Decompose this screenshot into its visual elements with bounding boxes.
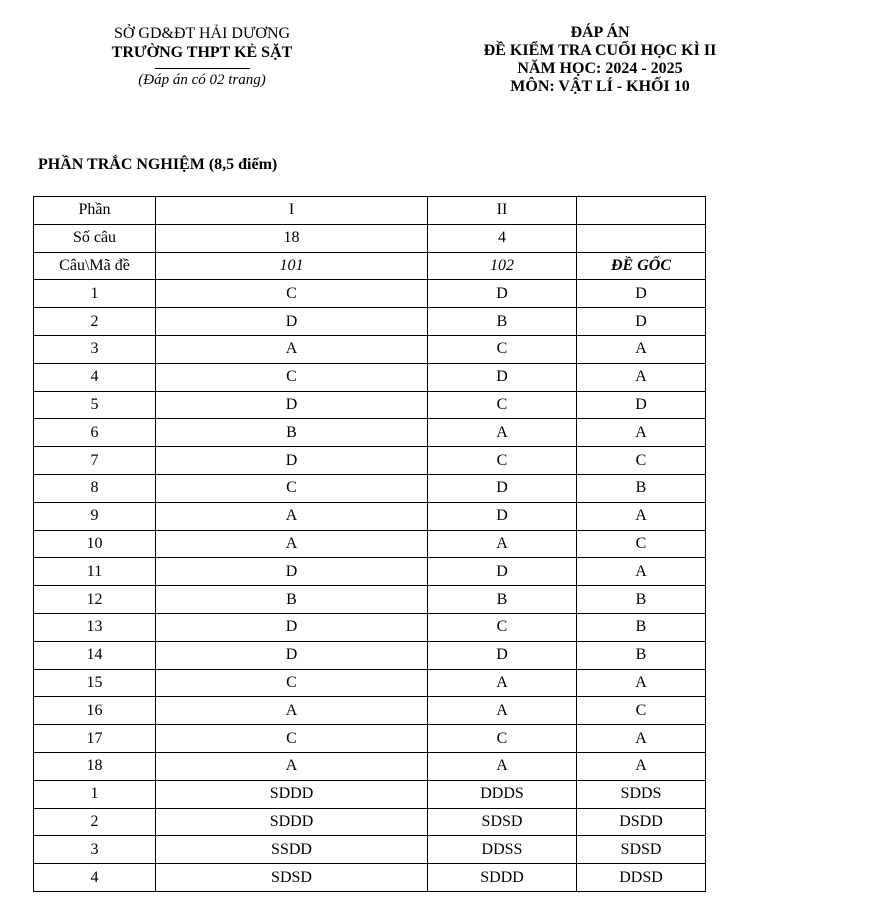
answer-original-cell: A — [577, 363, 706, 391]
answer-102-cell: A — [428, 697, 577, 725]
answer-102-cell: A — [428, 752, 577, 780]
answer-102-cell: SDSD — [428, 808, 577, 836]
table-row — [34, 558, 706, 586]
answer-original-cell: SDSD — [577, 836, 706, 864]
answer-102-cell: B — [428, 586, 577, 614]
answer-102-cell: D — [428, 474, 577, 502]
answer-101-cell: C — [156, 725, 428, 753]
table-row — [34, 641, 706, 669]
part-row — [34, 197, 706, 225]
code-original-cell: ĐỀ GỐC — [577, 252, 706, 280]
part-empty-cell — [577, 197, 706, 225]
answer-102-cell: D — [428, 280, 577, 308]
part-i-cell: I — [156, 197, 428, 225]
count-part-ii-cell: 4 — [428, 224, 577, 252]
answer-102-cell: C — [428, 613, 577, 641]
answer-table — [33, 196, 706, 892]
answer-101-cell: A — [156, 530, 428, 558]
answer-101-cell: B — [156, 419, 428, 447]
answer-original-cell: A — [577, 335, 706, 363]
answer-original-cell: A — [577, 725, 706, 753]
question-number-cell: 11 — [34, 558, 156, 586]
answer-102-cell: SDDD — [428, 864, 577, 892]
school-year: NĂM HỌC: 2024 - 2025 — [517, 60, 683, 77]
school-name: TRƯỜNG THPT KẺ SẶT — [111, 44, 293, 61]
question-number-cell: 5 — [34, 391, 156, 419]
answer-original-cell: B — [577, 641, 706, 669]
question-number-cell: 13 — [34, 613, 156, 641]
answer-original-cell: C — [577, 447, 706, 475]
answer-original-cell: A — [577, 419, 706, 447]
answer-101-cell: D — [156, 558, 428, 586]
answer-101-cell: SDDD — [156, 808, 428, 836]
answer-original-cell: A — [577, 558, 706, 586]
answer-101-cell: A — [156, 502, 428, 530]
answer-original-cell: D — [577, 308, 706, 336]
answer-102-cell: A — [428, 530, 577, 558]
subject-grade: MÔN: VẬT LÍ - KHỐI 10 — [510, 78, 690, 95]
answer-101-cell: A — [156, 335, 428, 363]
answer-102-cell: D — [428, 558, 577, 586]
answer-original-cell: A — [577, 502, 706, 530]
document-title: ĐÁP ÁN — [570, 24, 630, 41]
answer-101-cell: D — [156, 308, 428, 336]
answer-original-cell: C — [577, 697, 706, 725]
answer-101-cell: SSDD — [156, 836, 428, 864]
table-row — [34, 752, 706, 780]
question-number-cell: 18 — [34, 752, 156, 780]
answer-original-cell: SDDS — [577, 780, 706, 808]
question-number-cell: 12 — [34, 586, 156, 614]
answer-102-cell: A — [428, 669, 577, 697]
answer-original-cell: D — [577, 391, 706, 419]
answer-102-cell: A — [428, 419, 577, 447]
question-number-cell: 1 — [34, 780, 156, 808]
question-number-cell: 2 — [34, 308, 156, 336]
answer-original-cell: B — [577, 474, 706, 502]
answer-101-cell: SDSD — [156, 864, 428, 892]
answer-101-cell: C — [156, 363, 428, 391]
exam-name: ĐỀ KIỂM TRA CUỐI HỌC KÌ II — [483, 42, 717, 59]
question-number-cell: 4 — [34, 363, 156, 391]
question-number-cell: 10 — [34, 530, 156, 558]
answer-original-cell: B — [577, 613, 706, 641]
header-divider — [155, 68, 250, 69]
section-title: PHẦN TRẮC NGHIỆM (8,5 điểm) — [38, 156, 278, 173]
answer-table-body — [34, 197, 706, 892]
answer-original-cell: C — [577, 530, 706, 558]
table-row — [34, 447, 706, 475]
answer-101-cell: A — [156, 752, 428, 780]
part-label-cell: Phần — [34, 197, 156, 225]
table-row — [34, 530, 706, 558]
answer-102-cell: D — [428, 502, 577, 530]
question-number-cell: 3 — [34, 335, 156, 363]
table-row — [34, 864, 706, 892]
table-row — [34, 836, 706, 864]
code-101-cell: 101 — [156, 252, 428, 280]
answer-102-cell: DDDS — [428, 780, 577, 808]
code-102-cell: 102 — [428, 252, 577, 280]
answer-102-cell: C — [428, 391, 577, 419]
question-number-cell: 15 — [34, 669, 156, 697]
table-row — [34, 697, 706, 725]
answer-original-cell: B — [577, 586, 706, 614]
table-row — [34, 808, 706, 836]
table-row — [34, 725, 706, 753]
answer-101-cell: C — [156, 280, 428, 308]
code-row — [34, 252, 706, 280]
question-number-cell: 2 — [34, 808, 156, 836]
answer-101-cell: D — [156, 391, 428, 419]
question-number-cell: 4 — [34, 864, 156, 892]
question-number-cell: 16 — [34, 697, 156, 725]
answer-original-cell: DSDD — [577, 808, 706, 836]
question-number-cell: 7 — [34, 447, 156, 475]
answer-102-cell: C — [428, 335, 577, 363]
pages-note: (Đáp án có 02 trang) — [138, 72, 266, 88]
answer-102-cell: C — [428, 725, 577, 753]
count-row — [34, 224, 706, 252]
table-row — [34, 335, 706, 363]
question-number-cell: 9 — [34, 502, 156, 530]
table-row — [34, 586, 706, 614]
question-number-cell: 3 — [34, 836, 156, 864]
table-row — [34, 363, 706, 391]
question-number-cell: 14 — [34, 641, 156, 669]
answer-101-cell: C — [156, 669, 428, 697]
answer-102-cell: C — [428, 447, 577, 475]
answer-original-cell: A — [577, 752, 706, 780]
answer-101-cell: C — [156, 474, 428, 502]
part-ii-cell: II — [428, 197, 577, 225]
department-name: SỞ GD&ĐT HẢI DƯƠNG — [113, 25, 291, 42]
header-right — [440, 24, 760, 96]
question-number-cell: 6 — [34, 419, 156, 447]
answer-original-cell: A — [577, 669, 706, 697]
question-number-cell: 8 — [34, 474, 156, 502]
table-row — [34, 280, 706, 308]
answer-102-cell: DDSS — [428, 836, 577, 864]
table-row — [34, 502, 706, 530]
answer-101-cell: A — [156, 697, 428, 725]
answer-101-cell: D — [156, 641, 428, 669]
answer-102-cell: B — [428, 308, 577, 336]
answer-original-cell: D — [577, 280, 706, 308]
answer-101-cell: D — [156, 447, 428, 475]
answer-original-cell: DDSD — [577, 864, 706, 892]
answer-102-cell: D — [428, 641, 577, 669]
count-empty-cell — [577, 224, 706, 252]
answer-102-cell: D — [428, 363, 577, 391]
table-row — [34, 613, 706, 641]
answer-101-cell: SDDD — [156, 780, 428, 808]
code-label-cell: Câu\Mã đề — [34, 252, 156, 280]
count-label-cell: Số câu — [34, 224, 156, 252]
answer-101-cell: B — [156, 586, 428, 614]
table-row — [34, 308, 706, 336]
table-row — [34, 780, 706, 808]
question-number-cell: 17 — [34, 725, 156, 753]
table-row — [34, 391, 706, 419]
table-row — [34, 419, 706, 447]
count-part-i-cell: 18 — [156, 224, 428, 252]
question-number-cell: 1 — [34, 280, 156, 308]
header-left — [92, 24, 312, 90]
table-row — [34, 474, 706, 502]
answer-101-cell: D — [156, 613, 428, 641]
table-row — [34, 669, 706, 697]
